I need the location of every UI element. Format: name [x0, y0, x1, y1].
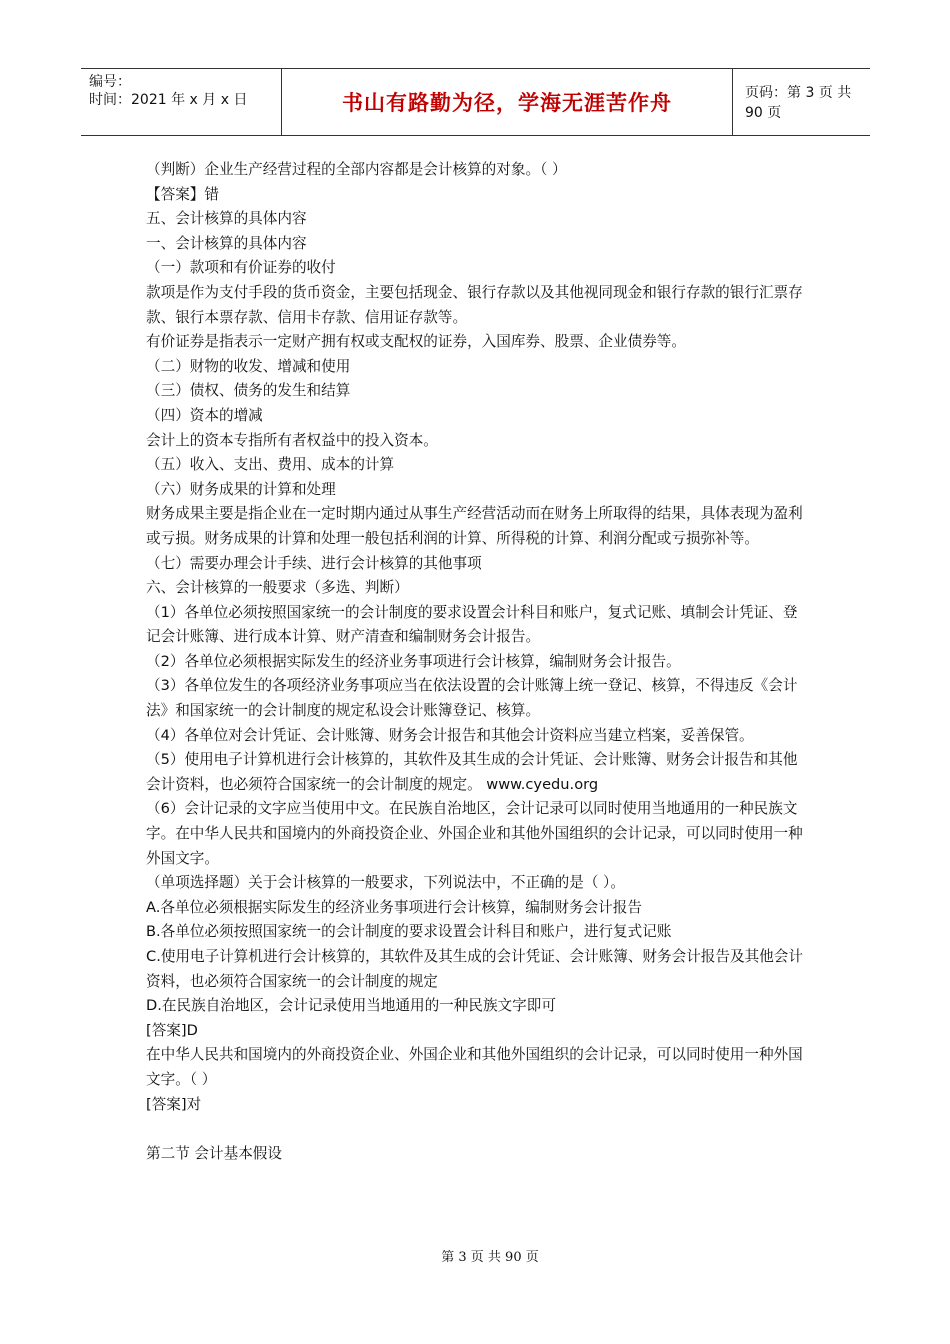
option-d: D.在民族自治地区，会计记录使用当地通用的一种民族文字即可 [146, 997, 556, 1015]
list-item: （5）使用电子计算机进行会计核算的，其软件及其生成的会计凭证、会计账簿、财务会计报告和其他会计资料，也必须符合国家统一的会计制度的规定。 www.cyedu.org [146, 751, 798, 793]
answer-line: [答案]D [146, 1021, 198, 1039]
footer-page-number: 第 3 页 共 90 页 [441, 1250, 539, 1265]
header-page-info [733, 69, 870, 135]
subheading: （七）需要办理会计手续、进行会计核算的其他事项 [146, 554, 482, 572]
heading: 五、会计核算的具体内容 [146, 210, 307, 228]
header-meta [81, 69, 282, 135]
paragraph: 财务成果主要是指企业在一定时期内通过从事生产经营活动而在财务上所取得的结果，具体表现为盈利或亏损。财务成果的计算和处理一般包括利润的计算、所得税的计算、利润分配或亏损弥补等。 [146, 505, 803, 547]
option-a: A.各单位必须根据实际发生的经济业务事项进行会计核算，编制财务会计报告 [146, 898, 642, 916]
subheading: （六）财务成果的计算和处理 [146, 480, 336, 498]
list-item: （6）会计记录的文字应当使用中文。在民族自治地区，会计记录可以同时使用当地通用的一种民族文字。在中华人民共和国境内的外商投资企业、外国企业和其他外国组织的会计记录，可以同时使用一种外国文字。 [146, 800, 803, 867]
list-item: （3）各单位发生的各项经济业务事项应当在依法设置的会计账簿上统一登记、核算，不得违反《会计法》和国家统一的会计制度的规定私设会计账簿登记、核算。 [146, 677, 798, 720]
page-header [81, 68, 870, 136]
paragraph: 款项是作为支付手段的货币资金，主要包括现金、银行存款以及其他视同现金和银行存款的银行汇票存款、银行本票存款、信用卡存款、信用证存款等。 [146, 283, 803, 326]
document-date: 时间：2021 年 x 月 x 日 [89, 92, 248, 108]
answer-line: 【答案】错 [146, 185, 219, 203]
section-title: 第二节 会计基本假设 [146, 1144, 282, 1162]
answer-line: [答案]对 [146, 1095, 202, 1113]
document-body [146, 158, 810, 1166]
header-motto-cell [282, 69, 733, 135]
subheading: （三）债权、债务的发生和结算 [146, 382, 351, 400]
question: （单项选择题）关于会计核算的一般要求，下列说法中，不正确的是（ ）。 [146, 874, 625, 892]
list-item: （1）各单位必须按照国家统一的会计制度的要求设置会计科目和账户，复式记账、填制会计凭证、登记会计账簿、进行成本计算、财产清查和编制财务会计报告。 [146, 603, 798, 646]
motto-text: 书山有路勤为径，学海无涯苦作舟 [342, 91, 672, 115]
question: 在中华人民共和国境内的外商投资企业、外国企业和其他外国组织的会计记录，可以同时使用一种外国文字。（ ） [146, 1046, 803, 1088]
subheading: （一）款项和有价证券的收付 [146, 259, 336, 277]
heading: 一、会计核算的具体内容 [146, 234, 307, 252]
subheading: （四）资本的增减 [146, 406, 263, 424]
page-count: 页码：第 3 页 共 90 页 [745, 85, 852, 121]
list-item: （2）各单位必须根据实际发生的经济业务事项进行会计核算，编制财务会计报告。 [146, 652, 681, 670]
paragraph: （判断）企业生产经营过程的全部内容都是会计核算的对象。（ ） [146, 161, 567, 178]
option-b: B.各单位必须按照国家统一的会计制度的要求设置会计科目和账户，进行复式记账 [146, 923, 672, 941]
paragraph: 有价证券是指表示一定财产拥有权或支配权的证券，入国库券、股票、企业债券等。 [146, 333, 686, 351]
option-c: C.使用电子计算机进行会计核算的，其软件及其生成的会计凭证、会计账簿、财务会计报告及其他会计资料，也必须符合国家统一的会计制度的规定 [146, 948, 803, 990]
subheading: （五）收入、支出、费用、成本的计算 [146, 456, 395, 474]
heading: 六、会计核算的一般要求（多选、判断） [146, 579, 409, 597]
list-item: （4）各单位对会计凭证、会计账簿、财务会计报告和其他会计资料应当建立档案，妥善保管。 [146, 726, 754, 744]
paragraph: 会计上的资本专指所有者权益中的投入资本。 [146, 431, 438, 449]
page-footer [0, 1246, 950, 1265]
subheading: （二）财物的收发、增减和使用 [146, 357, 351, 375]
document-number-label: 编号： [89, 74, 131, 90]
